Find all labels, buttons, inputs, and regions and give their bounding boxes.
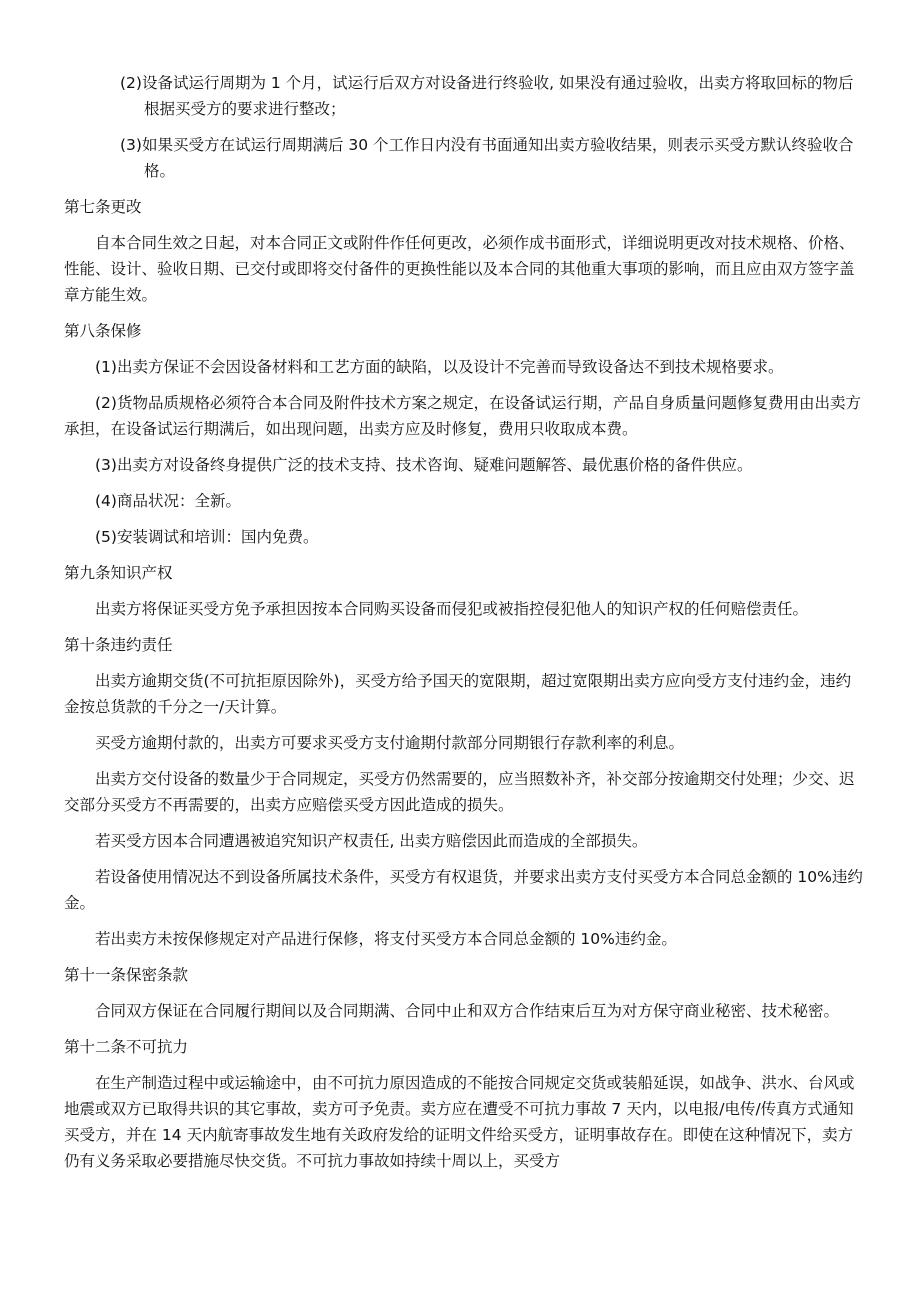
clause-paragraph: (3)出卖方对设备终身提供广泛的技术支持、技术咨询、疑难问题解答、最优惠价格的备件供应。 [95,456,753,474]
section-heading: 第十一条保密条款 [64,966,189,984]
clause-paragraph: (3)如果买受方在试运行周期满后 30 个工作日内没有书面通知出卖方验收结果，则表示买受方默认终验收合格。 [120,136,854,180]
clause-paragraph: 若设备使用情况达不到设备所属技术条件，买受方有权退货，并要求出卖方支付买受方本合同总金额的 10%违约金。 [64,868,863,912]
clause-paragraph: (2)货物品质规格必须符合本合同及附件技术方案之规定，在设备试运行期，产品自身质量问题修复费用由出卖方承担，在设备试运行期满后，如出现问题，出卖方应及时修复，费用只收取成本费。 [64,394,861,438]
clause-paragraph: (4)商品状况：全新。 [95,492,241,510]
clause-paragraph: (2)设备试运行周期为 1 个月，试运行后双方对设备进行终验收, 如果没有通过验收，出卖方将取回标的物后根据买受方的要求进行整改； [120,74,854,118]
section-heading: 第七条更改 [64,198,142,216]
clause-paragraph: 若买受方因本合同遭遇被追究知识产权责任, 出卖方赔偿因此而造成的全部损失。 [95,832,648,850]
clause-paragraph: 买受方逾期付款的，出卖方可要求买受方支付逾期付款部分同期银行存款利率的利息。 [95,734,685,752]
clause-paragraph: 出卖方逾期交货(不可抗拒原因除外)，买受方给予国天的宽限期，超过宽限期出卖方应向受方支付违约金，违约金按总货款的千分之一/天计算。 [64,672,852,716]
clause-paragraph: 自本合同生效之日起，对本合同正文或附件作任何更改，必须作成书面形式，详细说明更改对技术规格、价格、性能、设计、验收日期、已交付或即将交付备件的更换性能以及本合同的其他重大事项的影响，而且应由双方签字盖章方能生效。 [64,234,855,304]
clause-paragraph: 若出卖方未按保修规定对产品进行保修，将支付买受方本合同总金额的 10%违约金。 [95,930,677,948]
document-body [64,70,864,1184]
clause-paragraph: 出卖方将保证买受方免予承担因按本合同购买设备而侵犯或被指控侵犯他人的知识产权的任何赔偿责任。 [95,600,809,618]
section-heading: 第十二条不可抗力 [64,1038,189,1056]
section-heading: 第八条保修 [64,322,142,340]
section-heading: 第九条知识产权 [64,564,173,582]
clause-paragraph: 出卖方交付设备的数量少于合同规定，买受方仍然需要的，应当照数补齐，补交部分按逾期交付处理；少交、迟交部分买受方不再需要的，出卖方应赔偿买受方因此造成的损失。 [64,770,855,814]
clause-paragraph: (1)出卖方保证不会因设备材料和工艺方面的缺陷，以及设计不完善而导致设备达不到技术规格要求。 [95,358,784,376]
clause-paragraph: 合同双方保证在合同履行期间以及合同期满、合同中止和双方合作结束后互为对方保守商业秘密、技术秘密。 [95,1002,840,1020]
clause-paragraph: 在生产制造过程中或运输途中，由不可抗力原因造成的不能按合同规定交货或装船延误，如战争、洪水、台风或地震或双方已取得共识的其它事故，卖方可予免责。卖方应在遭受不可抗力事故 7 天内，以电报/电传/传真方式通知买受方，并在 14 天内航寄事故发生地有关政府发给的证明文件给买受方，证明事故存在。即使在这种情况下，卖方仍有义务采取必要措施尽快交货。不可抗力事故如持续十周以上，买受方 [64,1074,855,1170]
clause-paragraph: (5)安装调试和培训：国内免费。 [95,528,319,546]
section-heading: 第十条违约责任 [64,636,173,654]
